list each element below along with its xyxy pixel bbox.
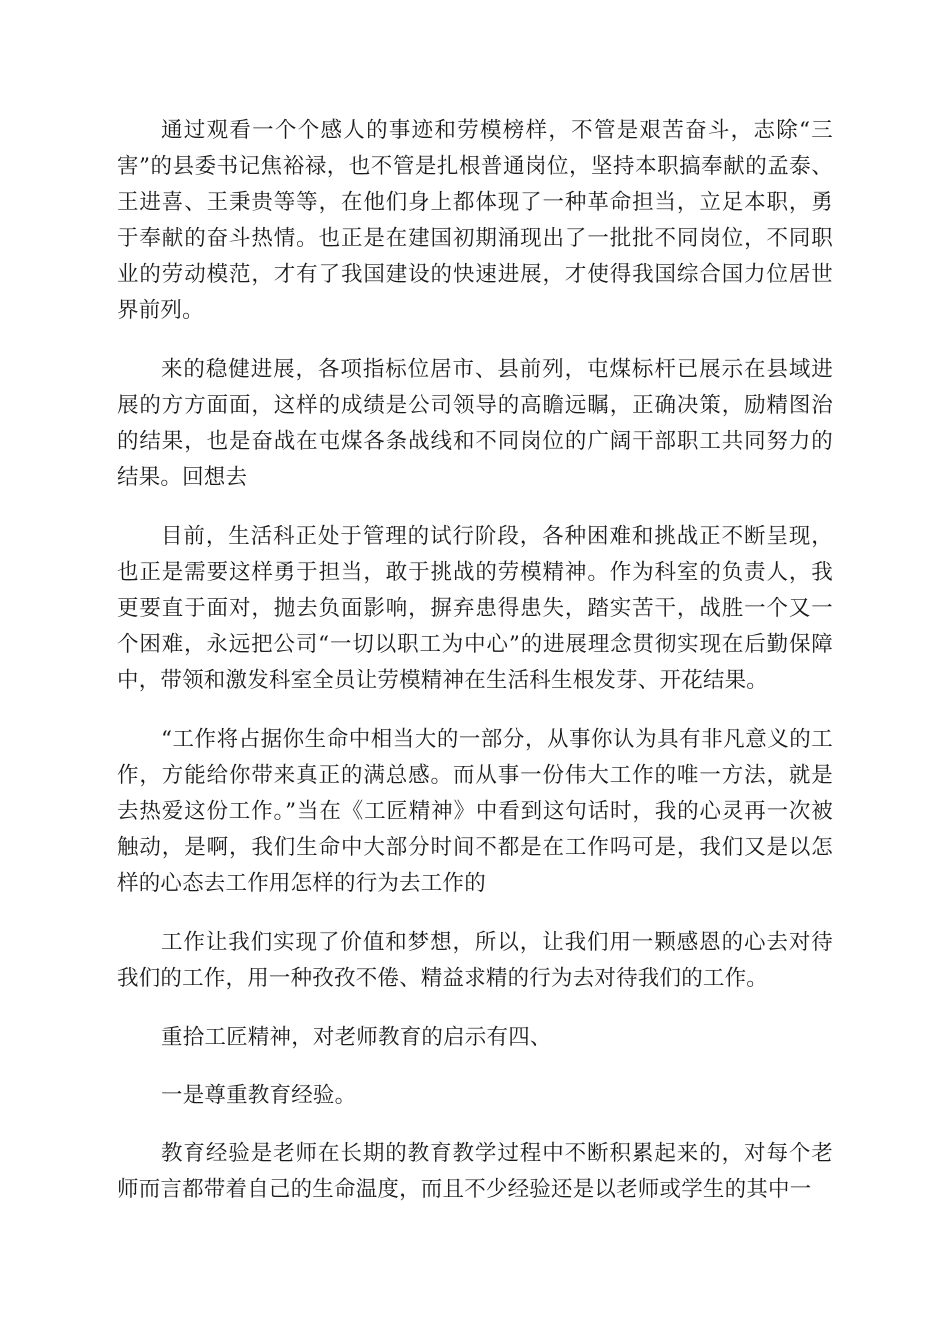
paragraph-7: 一是尊重教育经验。 bbox=[161, 1083, 357, 1108]
paragraph-5: 工作让我们实现了价值和梦想，所以，让我们用一颗感恩的心去对待我们的工作，用一种孜孜不倦、精益求精的行为去对待我们的工作。 bbox=[117, 930, 833, 991]
paragraph-4: “工作将占据你生命中相当大的一部分，从事你认为具有非凡意义的工作，方能给你带来真正的满总感。而从事一份伟大工作的唯一方法，就是去热爱这份工作。”当在《工匠精神》中看到这句话时，我的心灵再一次被触动，是啊，我们生命中大部分时间不都是在工作吗可是，我们又是以怎样的心态去工作用怎样的行为去工作的 bbox=[117, 727, 833, 896]
paragraph-3: 目前，生活科正处于管理的试行阶段，各种困难和挑战正不断呈现，也正是需要这样勇于担当，敢于挑战的劳模精神。作为科室的负责人，我更要直于面对，抛去负面影响，摒弃患得患失，踏实苦干，战胜一个又一个困难，永远把公司“一切以职工为中心”的进展理念贯彻实现在后勤保障中，带领和激发科室全员让劳模精神在生活科生根发芽、开花结果。 bbox=[117, 524, 833, 693]
paragraph-6: 重拾工匠精神，对老师教育的启示有四、 bbox=[161, 1025, 552, 1050]
paragraph-2: 来的稳健进展，各项指标位居市、县前列，屯煤标杆已展示在县域进展的方方面面，这样的成绩是公司领导的高瞻远瞩，正确决策，励精图治的结果，也是奋战在屯煤各条战线和不同岗位的广阔干部职工共同努力的结果。回想去 bbox=[117, 357, 833, 490]
document-body bbox=[117, 113, 833, 1231]
paragraph-1: 通过观看一个个感人的事迹和劳模榜样，不管是艰苦奋斗，志除“三害”的县委书记焦裕禄，也不管是扎根普通岗位，坚持本职搞奉献的孟泰、王进喜、王秉贵等等，在他们身上都体现了一种革命担当，立足本职，勇于奉献的奋斗热情。也正是在建国初期涌现出了一批批不同岗位，不同职业的劳动模范，才有了我国建设的快速进展，才使得我国综合国力位居世界前列。 bbox=[117, 118, 833, 323]
paragraph-8: 教育经验是老师在长期的教育教学过程中不断积累起来的，对每个老师而言都带着自己的生命温度，而且不少经验还是以老师或学生的其中一 bbox=[117, 1141, 833, 1202]
